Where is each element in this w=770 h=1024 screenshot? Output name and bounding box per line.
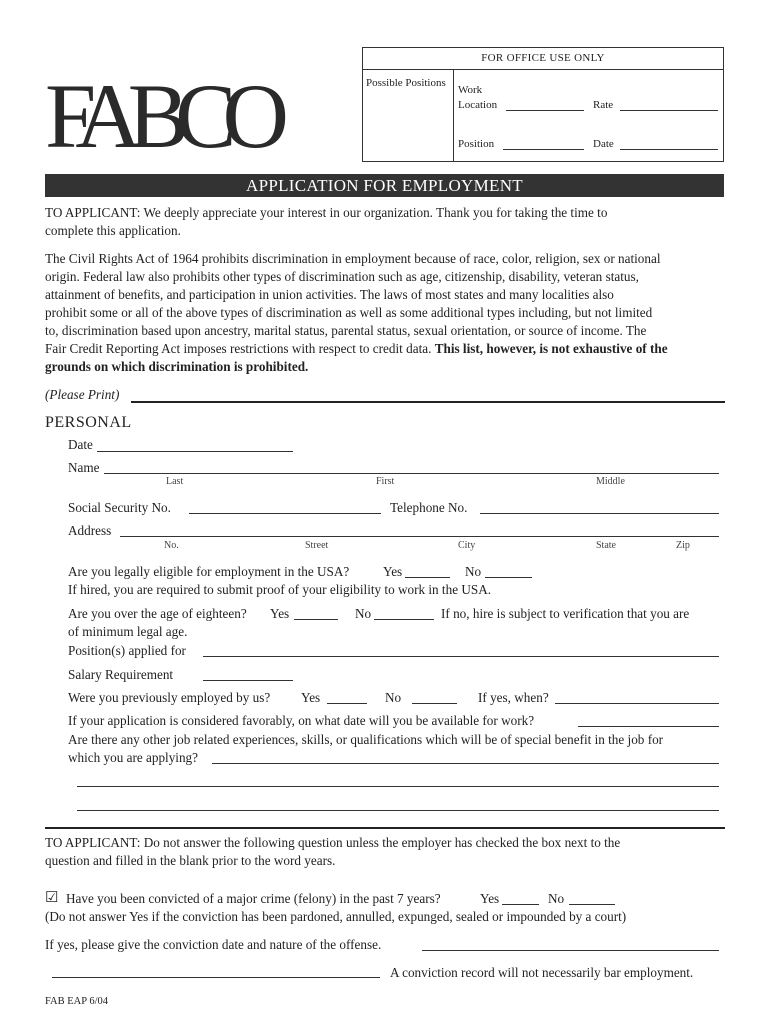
positions-label: Position(s) applied for — [68, 643, 186, 658]
please-print-rule — [131, 401, 725, 403]
conviction-record-note: A conviction record will not necessarily bar employment. — [390, 965, 694, 980]
office-use-header: FOR OFFICE USE ONLY — [363, 48, 723, 70]
prev-yes-field[interactable] — [327, 703, 367, 704]
location-label: Location — [458, 99, 498, 111]
civil-rights-text: Fair Credit Reporting Act imposes restrictions with respect to credit data. — [45, 341, 432, 356]
other-exp-question: Are there any other job related experiences, skills, or qualifications which will be of special benefit in the job for — [68, 732, 664, 747]
address-zip-caption: Zip — [676, 540, 690, 551]
if-yes-when-field[interactable] — [555, 703, 719, 704]
page-title: APPLICATION FOR EMPLOYMENT — [45, 174, 724, 197]
prev-no-label: No — [385, 690, 402, 705]
civil-rights-line: to, discrimination based upon ancestry, marital status, parental status, sexual orientation, or source of income. The — [45, 323, 647, 338]
civil-rights-line: The Civil Rights Act of 1964 prohibits discrimination in employment because of race, color, religion, sex or national — [45, 251, 661, 266]
other-exp-field-1[interactable] — [212, 763, 719, 764]
eligible-no-field[interactable] — [485, 577, 532, 578]
salary-field[interactable] — [203, 680, 293, 681]
crime-intro-line-1 — [45, 834, 620, 852]
work-label: Work — [458, 84, 483, 96]
address-state-caption: State — [596, 540, 616, 551]
if-yes-when-label: If yes, when? — [478, 690, 549, 705]
over18-yes-field[interactable] — [294, 619, 338, 620]
intro-text: We deeply appreciate your interest in our organization. Thank you for taking the time to — [143, 205, 608, 220]
form-code: FAB EAP 6/04 — [45, 996, 109, 1007]
felony-note: (Do not answer Yes if the conviction has been pardoned, annulled, expunged, sealed or impounded by a court) — [45, 909, 627, 924]
eligible-yes-field[interactable] — [405, 577, 450, 578]
office-date-field[interactable] — [620, 149, 718, 150]
over18-no-field[interactable] — [374, 619, 434, 620]
personal-heading: PERSONAL — [45, 414, 132, 431]
prev-yes-label: Yes — [301, 690, 321, 705]
intro-lead: TO APPLICANT: — [45, 205, 141, 220]
felony-no-label: No — [548, 891, 565, 906]
ssn-field[interactable] — [189, 513, 381, 514]
other-exp-question-2: which you are applying? — [68, 750, 199, 765]
felony-question: Have you been convicted of a major crime (felony) in the past 7 years? — [66, 891, 441, 906]
over18-yes-label: Yes — [270, 606, 290, 621]
conviction-details-field-2[interactable] — [52, 977, 380, 978]
eligible-no-label: No — [465, 564, 482, 579]
rate-label: Rate — [593, 99, 614, 111]
telephone-label: Telephone No. — [390, 500, 468, 515]
date-label: Date — [68, 437, 93, 452]
name-last-caption: Last — [166, 476, 184, 487]
over18-question: Are you over the age of eighteen? — [68, 606, 247, 621]
crime-intro-text: Do not answer the following question unless the employer has checked the box next to the — [143, 835, 621, 850]
address-no-caption: No. — [164, 540, 179, 551]
civil-rights-line — [45, 340, 668, 358]
felony-yes-field[interactable] — [502, 904, 539, 905]
conviction-details-label: If yes, please give the conviction date and nature of the offense. — [45, 937, 382, 952]
company-logo: FABCO — [45, 65, 275, 167]
ssn-label: Social Security No. — [68, 500, 171, 515]
rate-field[interactable] — [620, 110, 718, 111]
name-middle-caption: Middle — [596, 476, 625, 487]
civil-rights-line-bold: grounds on which discrimination is prohibited. — [45, 359, 309, 374]
salary-label: Salary Requirement — [68, 667, 174, 682]
civil-rights-line: prohibit some or all of the above types of discrimination as well as some additional types including, but not limited — [45, 305, 653, 320]
eligible-question: Are you legally eligible for employment in the USA? — [68, 564, 350, 579]
other-exp-field-2[interactable] — [77, 786, 719, 787]
if-no-note: If no, hire is subject to verification that you are — [441, 606, 690, 621]
civil-rights-bold: This list, however, is not exhaustive of the — [434, 341, 668, 356]
office-use-box — [362, 47, 724, 162]
date-label: Date — [593, 138, 614, 150]
crime-intro-line-2: question and filled in the blank prior to the word years. — [45, 853, 336, 868]
possible-positions-label: Possible Positions — [366, 77, 446, 89]
eligible-yes-label: Yes — [383, 564, 403, 579]
prev-employed-question: Were you previously employed by us? — [68, 690, 271, 705]
crime-intro-lead: TO APPLICANT: — [45, 835, 141, 850]
felony-no-field[interactable] — [569, 904, 615, 905]
position-label: Position — [458, 138, 495, 150]
name-field[interactable] — [104, 473, 719, 474]
section-divider — [45, 827, 725, 829]
address-street-caption: Street — [305, 540, 329, 551]
prev-no-field[interactable] — [412, 703, 457, 704]
over18-no-label: No — [355, 606, 372, 621]
intro-line-1 — [45, 204, 607, 222]
location-field[interactable] — [506, 110, 584, 111]
intro-line-2: complete this application. — [45, 223, 181, 238]
available-question: If your application is considered favorably, on what date will you be available for work? — [68, 713, 535, 728]
date-field[interactable] — [97, 451, 293, 452]
available-field[interactable] — [578, 726, 719, 727]
please-print-label: (Please Print) — [45, 387, 120, 402]
civil-rights-line: attainment of benefits, and participation in union activities. The laws of most states and many localities also — [45, 287, 614, 302]
checkbox-icon[interactable]: ☑ — [45, 890, 59, 906]
felony-yes-label: Yes — [480, 891, 500, 906]
address-city-caption: City — [458, 540, 476, 551]
address-field[interactable] — [120, 536, 719, 537]
civil-rights-line: origin. Federal law also prohibits other types of discrimination such as age, citizenship, disability, veteran status, — [45, 269, 639, 284]
if-hired-note: If hired, you are required to submit proof of your eligibility to work in the USA. — [68, 582, 492, 597]
conviction-details-field[interactable] — [422, 950, 719, 951]
name-first-caption: First — [376, 476, 395, 487]
address-label: Address — [68, 523, 112, 538]
office-divider — [453, 69, 454, 162]
position-field[interactable] — [503, 149, 584, 150]
other-exp-field-3[interactable] — [77, 810, 719, 811]
min-age-note: of minimum legal age. — [68, 624, 188, 639]
telephone-field[interactable] — [480, 513, 719, 514]
positions-field[interactable] — [203, 656, 719, 657]
name-label: Name — [68, 460, 100, 475]
